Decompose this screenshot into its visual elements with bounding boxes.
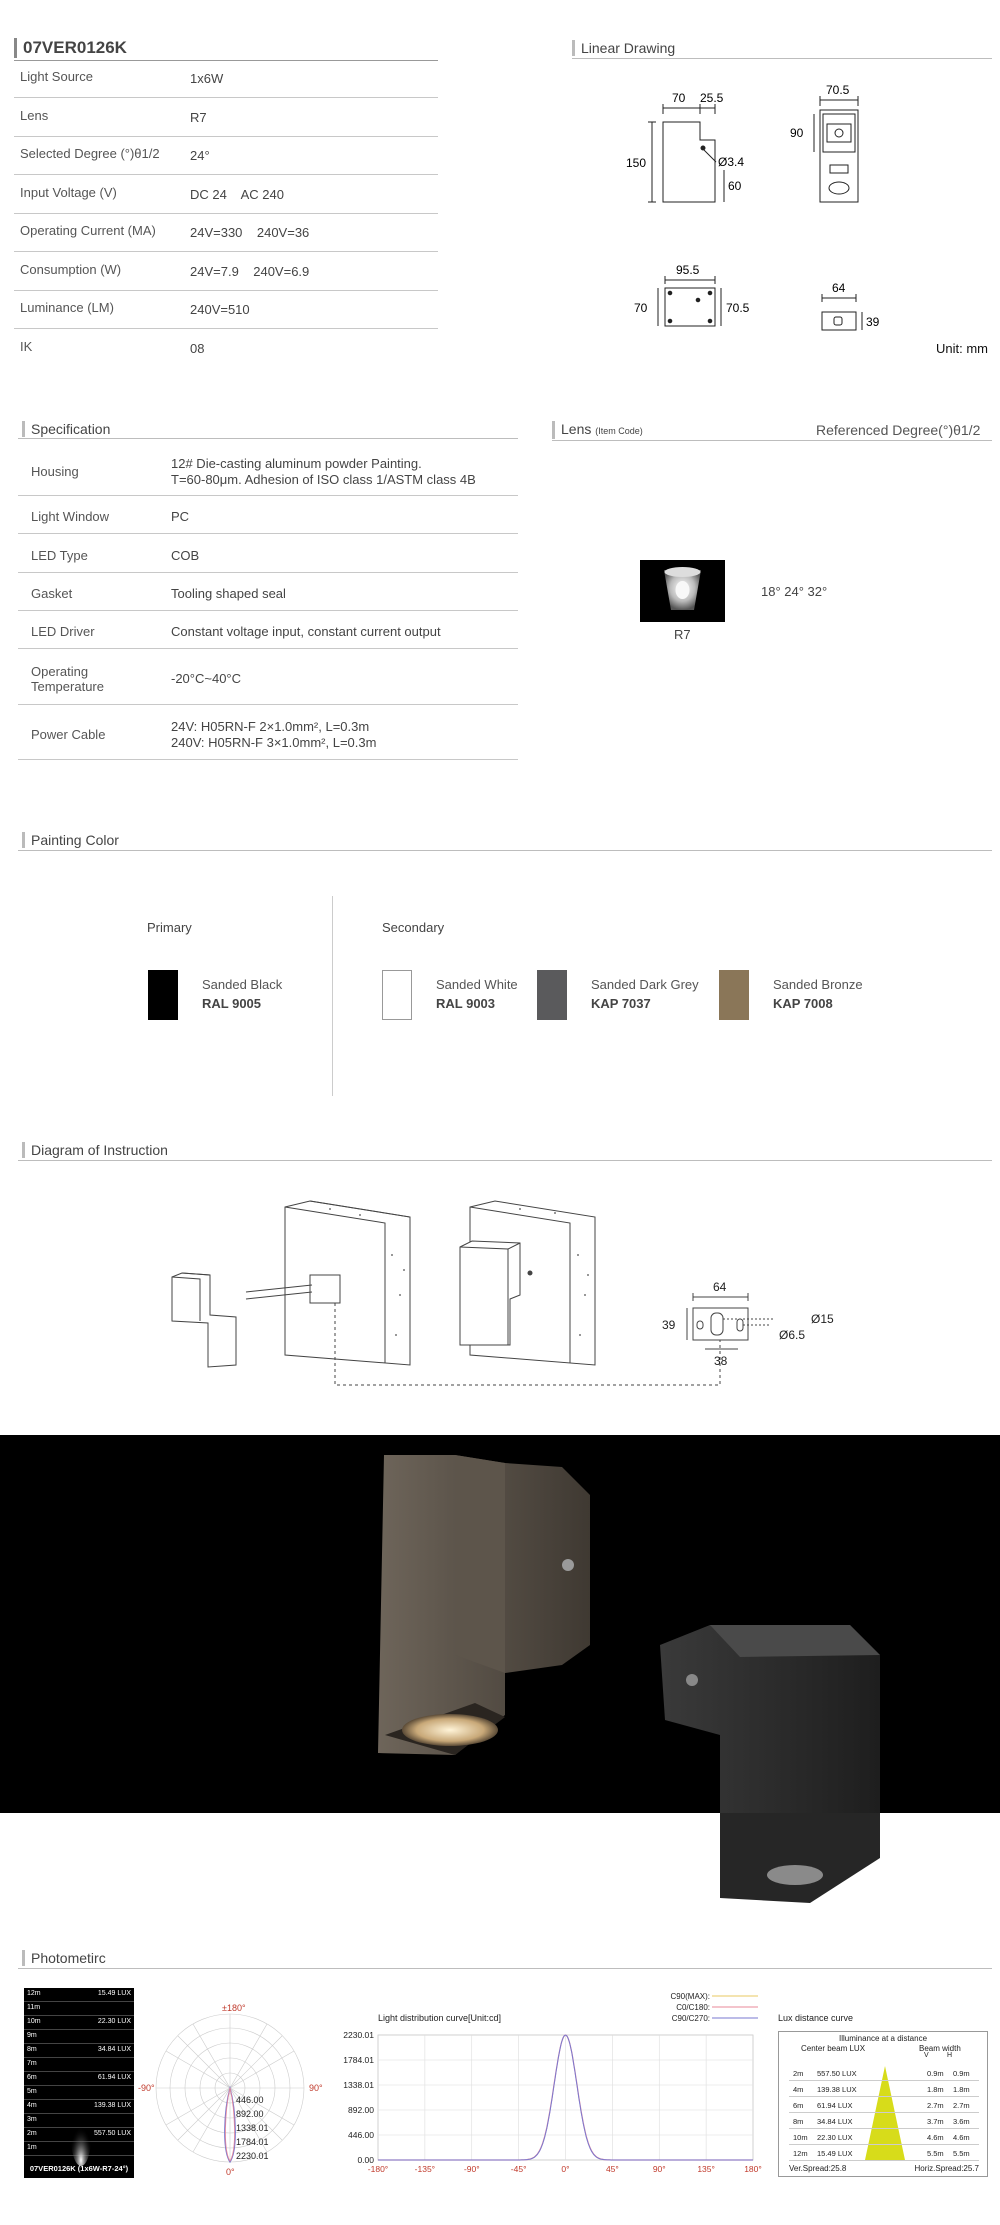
bracket-d1: Ø15 xyxy=(811,1312,834,1326)
basic-row-divider xyxy=(14,97,438,98)
spec-label: Light Window xyxy=(31,509,110,524)
product-code: 07VER0126K xyxy=(14,38,127,58)
basic-label: Operating Current (MA) xyxy=(20,223,156,238)
lens-title-small: (Item Code) xyxy=(595,426,643,436)
lux-distance-cell-h: 0.9m xyxy=(953,2069,970,2078)
spec-value: 24V: H05RN-F 2×1.0mm², L=0.3m xyxy=(171,718,370,734)
header-line xyxy=(14,60,438,61)
spec-label: Housing xyxy=(31,463,79,479)
lens-title xyxy=(552,421,643,439)
lux-distance-label: 9m xyxy=(27,2032,37,2039)
bracket-h: 39 xyxy=(662,1318,676,1332)
beam-glow-icon xyxy=(24,1988,134,2178)
polar-left-label: -90° xyxy=(138,2083,155,2093)
basic-value: 08 xyxy=(190,340,205,356)
primary-label: Primary xyxy=(147,920,192,935)
lux-value-label: 61.94 LUX xyxy=(97,2074,131,2081)
lux-distance-cell-d: 2m xyxy=(793,2069,804,2078)
lux-distance-table xyxy=(778,2031,988,2177)
lux-distance-cell-d: 8m xyxy=(793,2117,804,2126)
basic-value: 240V=510 xyxy=(190,302,250,317)
lux-distance-cell-v: 3.7m xyxy=(927,2117,944,2126)
bracket-d2: Ø6.5 xyxy=(779,1328,806,1342)
instruction-title: Diagram of Instruction xyxy=(22,1142,168,1158)
legend-0: C90(MAX): xyxy=(670,1992,710,2001)
painting-color-line xyxy=(18,850,992,851)
lens-title-text: Lens xyxy=(561,421,592,437)
swatch-sanded-black xyxy=(148,970,178,1020)
basic-value: 1x6W xyxy=(190,71,224,86)
distribution-grid xyxy=(378,2035,753,2160)
linear-drawing-line xyxy=(572,58,992,59)
spec-value: Constant voltage input, constant current output xyxy=(171,624,441,639)
lens-line xyxy=(552,440,992,441)
lux-beam-chart xyxy=(24,1988,134,2178)
lux-distance-title: Lux distance curve xyxy=(778,2013,854,2023)
lux-distance-row xyxy=(789,2082,979,2097)
spec-row-divider xyxy=(18,495,518,496)
spec-label xyxy=(31,664,104,694)
basic-label: Consumption (W) xyxy=(20,261,122,277)
polar-top-label: ±180° xyxy=(222,2003,246,2013)
painting-divider xyxy=(332,896,333,1096)
lux-col-v: V xyxy=(924,2052,929,2059)
spec-value: PC xyxy=(171,509,190,524)
spec-label: Gasket xyxy=(31,586,73,601)
lux-distance-cell-h: 2.7m xyxy=(953,2101,970,2110)
lux-chart-caption: 07VER0126K (1x6W-R7-24°) xyxy=(29,2164,129,2173)
spec-value-line2: 240V: H05RN-F 3×1.0mm², L=0.3m xyxy=(171,734,377,750)
lux-distance-cell-h: 1.8m xyxy=(953,2085,970,2094)
lux-distance-cell-lux: 61.94 LUX xyxy=(817,2101,853,2110)
lens-name: R7 xyxy=(674,627,691,642)
distribution-y-tick: 2230.01 xyxy=(343,2030,374,2040)
spec-label: Power Cable xyxy=(31,726,106,742)
bracket-detail-drawing xyxy=(687,1293,775,1349)
polar-value-1: 892.00 xyxy=(236,2109,264,2119)
polar-chart xyxy=(138,2000,328,2180)
polar-value-3: 1784.01 xyxy=(236,2137,269,2147)
lux-distance-cell-v: 0.9m xyxy=(927,2069,944,2078)
side-h2: 60 xyxy=(728,179,742,193)
basic-value: DC 24 AC 240 xyxy=(190,186,284,202)
lux-distance-label: 1m xyxy=(27,2144,37,2151)
lux-value-label: 15.49 LUX xyxy=(97,1990,131,1997)
distribution-x-tick: 135° xyxy=(697,2164,715,2174)
spec-row-divider xyxy=(18,759,518,760)
basic-row-divider xyxy=(14,251,438,252)
ver-spread: Ver.Spread:25.8 xyxy=(789,2164,847,2173)
distribution-x-tick: 45° xyxy=(605,2164,619,2174)
basic-row-divider xyxy=(14,290,438,291)
spec-row-divider xyxy=(18,572,518,573)
installation-step-2 xyxy=(460,1201,595,1365)
color-code-3: KAP 7008 xyxy=(773,996,833,1011)
lux-distance-cell-v: 4.6m xyxy=(927,2133,944,2142)
distribution-y-tick: 446.00 xyxy=(348,2130,374,2140)
polar-bottom-label: 0° xyxy=(226,2167,235,2177)
lux-col-h: H xyxy=(947,2052,953,2059)
lux-distance-cell-h: 5.5m xyxy=(953,2149,970,2158)
spec-label: LED Type xyxy=(31,547,88,563)
photometric-title: Photometirc xyxy=(22,1950,106,1966)
front-w: 70.5 xyxy=(826,83,850,97)
unit-label: Unit: mm xyxy=(936,341,988,356)
hor-spread: Horiz.Spread:25.7 xyxy=(914,2164,979,2173)
distribution-y-tick: 1784.01 xyxy=(343,2055,374,2065)
lux-value-label: 557.50 LUX xyxy=(94,2130,131,2137)
distribution-axis-labels xyxy=(343,2030,762,2174)
basic-label: Luminance (LM) xyxy=(20,300,114,315)
light-distribution-chart xyxy=(338,1985,768,2185)
basic-label: Input Voltage (V) xyxy=(20,184,117,200)
black-fixture-lower xyxy=(690,1813,890,1913)
lux-distance-row xyxy=(789,2066,979,2081)
legend-1: C0/C180: xyxy=(676,2003,710,2012)
lux-distance-label: 2m xyxy=(27,2130,37,2137)
front-h: 90 xyxy=(790,126,804,140)
spec-value: COB xyxy=(171,547,200,563)
lux-distance-cell-d: 6m xyxy=(793,2101,804,2110)
linear-drawing xyxy=(620,80,920,350)
distribution-y-tick: 1338.01 xyxy=(343,2080,374,2090)
spec-value: 12# Die-casting aluminum powder Painting. xyxy=(171,455,422,471)
color-code-1: RAL 9003 xyxy=(436,996,496,1011)
distribution-x-tick: 180° xyxy=(744,2164,762,2174)
photometric-line xyxy=(18,1968,992,1969)
color-name-0: Sanded Black xyxy=(202,977,283,992)
lux-value-label: 139.38 LUX xyxy=(94,2102,131,2109)
lux-distance-cell-d: 12m xyxy=(793,2149,808,2158)
specification-title: Specification xyxy=(22,421,110,437)
side-w2: 25.5 xyxy=(700,91,724,105)
lux-distance-label: 6m xyxy=(27,2074,37,2081)
lux-distance-cell-lux: 34.84 LUX xyxy=(817,2117,853,2126)
top-w: 95.5 xyxy=(676,263,700,277)
side-view-drawing xyxy=(648,104,724,202)
basic-label: Selected Degree (°)θ1/2 xyxy=(20,146,160,161)
lux-distance-cell-v: 2.7m xyxy=(927,2101,944,2110)
linear-drawing-title: Linear Drawing xyxy=(572,40,675,56)
front-view-drawing xyxy=(814,96,858,202)
distribution-x-tick: -180° xyxy=(367,2164,389,2174)
lux-distance-cell-h: 3.6m xyxy=(953,2117,970,2126)
lux-distance-row xyxy=(789,2146,979,2161)
distribution-x-tick: 90° xyxy=(652,2164,666,2174)
color-code-0: RAL 9005 xyxy=(202,996,262,1011)
basic-label: IK xyxy=(20,338,33,354)
spec-row-divider xyxy=(18,533,518,534)
lux-distance-label: 8m xyxy=(27,2046,37,2053)
swatch-sanded-dark-grey xyxy=(537,970,567,1020)
lux-distance-cell-v: 5.5m xyxy=(927,2149,944,2158)
basic-row-divider xyxy=(14,213,438,214)
distribution-x-tick: 0° xyxy=(561,2164,570,2174)
basic-label: Light Source xyxy=(20,69,93,84)
lux-value-label: 22.30 LUX xyxy=(97,2018,131,2025)
black-fixture-base-illustration xyxy=(690,1813,890,1913)
lux-distance-label: 11m xyxy=(27,2004,41,2011)
lux-distance-cell-lux: 22.30 LUX xyxy=(817,2133,853,2142)
lux-distance-label: 3m xyxy=(27,2116,37,2123)
product-photo xyxy=(0,1435,1000,1813)
lux-distance-cell-v: 1.8m xyxy=(927,2085,944,2094)
lens-r7-icon xyxy=(640,560,725,622)
lux-col2: Beam width xyxy=(919,2044,961,2053)
side-w1: 70 xyxy=(672,91,686,105)
polar-value-4: 2230.01 xyxy=(236,2151,269,2161)
bottom-w: 64 xyxy=(832,281,846,295)
basic-row-divider xyxy=(14,328,438,329)
color-name-1: Sanded White xyxy=(436,977,518,992)
top-h2: 70.5 xyxy=(726,301,750,315)
spec-value: -20°C~40°C xyxy=(171,671,242,686)
lux-value-label: 34.84 LUX xyxy=(97,2046,131,2053)
basic-row-divider xyxy=(14,174,438,175)
top-view-drawing xyxy=(658,276,721,326)
swatch-sanded-bronze xyxy=(719,970,749,1020)
distribution-x-tick: -135° xyxy=(414,2164,436,2174)
lux-distance-label: 4m xyxy=(27,2102,37,2109)
swatch-sanded-white xyxy=(382,970,412,1020)
instruction-diagram xyxy=(160,1195,860,1395)
lux-distance-cell-lux: 139.38 LUX xyxy=(817,2085,857,2094)
spec-label-line1: Operating xyxy=(31,664,89,679)
lens-image xyxy=(640,560,725,622)
lux-distance-cell-h: 4.6m xyxy=(953,2133,970,2142)
lux-distance-cell-d: 4m xyxy=(793,2085,804,2094)
distribution-y-tick: 892.00 xyxy=(348,2105,374,2115)
instruction-line xyxy=(18,1160,992,1161)
lux-distance-label: 12m xyxy=(27,1990,41,1997)
distribution-x-tick: -45° xyxy=(510,2164,527,2174)
distribution-x-tick: -90° xyxy=(463,2164,480,2174)
bottom-h: 39 xyxy=(866,315,880,329)
polar-value-2: 1338.01 xyxy=(236,2123,269,2133)
lux-table-title: Illuminance at a distance xyxy=(838,2034,928,2043)
polar-right-label: 90° xyxy=(309,2083,323,2093)
basic-value: R7 xyxy=(190,109,207,125)
lens-degrees: 18° 24° 32° xyxy=(761,584,828,599)
spec-label: LED Driver xyxy=(31,624,95,639)
lux-distance-cell-d: 10m xyxy=(793,2133,808,2142)
side-h: 150 xyxy=(626,156,647,170)
bracket-w: 64 xyxy=(713,1280,727,1294)
spec-value: Tooling shaped seal xyxy=(171,586,286,601)
referenced-degree-title: Referenced Degree(°)θ1/2 xyxy=(816,422,981,438)
color-code-2: KAP 7037 xyxy=(591,996,651,1011)
secondary-label: Secondary xyxy=(382,920,445,935)
lux-distance-label: 7m xyxy=(27,2060,37,2067)
bracket-spacing: 38 xyxy=(714,1354,728,1368)
basic-value: 24V=7.9 240V=6.9 xyxy=(190,263,310,279)
distribution-y-tick: 0.00 xyxy=(357,2155,374,2165)
basic-value: 24V=330 240V=36 xyxy=(190,225,310,240)
side-hole: Ø3.4 xyxy=(718,155,745,169)
top-h: 70 xyxy=(634,301,648,315)
spec-label-line2: Temperature xyxy=(31,679,104,694)
lux-distance-label: 5m xyxy=(27,2088,37,2095)
distribution-title: Light distribution curve[Unit:cd] xyxy=(378,2013,502,2023)
painting-color-title: Painting Color xyxy=(22,832,119,848)
legend-2: C90/C270: xyxy=(671,2014,710,2023)
spec-row-divider xyxy=(18,610,518,611)
basic-value: 24° xyxy=(190,148,210,163)
lux-distance-cell-lux: 557.50 LUX xyxy=(817,2069,857,2078)
installation-step-1 xyxy=(172,1201,410,1367)
color-name-3: Sanded Bronze xyxy=(773,977,863,992)
lux-distance-row xyxy=(789,2130,979,2145)
bottom-view-drawing xyxy=(822,294,862,330)
lux-distance-row xyxy=(789,2114,979,2129)
color-name-2: Sanded Dark Grey xyxy=(591,977,699,992)
basic-row-divider xyxy=(14,136,438,137)
lux-distance-cell-lux: 15.49 LUX xyxy=(817,2149,853,2158)
spec-row-divider xyxy=(18,704,518,705)
spec-row-divider xyxy=(18,648,518,649)
basic-label: Lens xyxy=(20,107,49,123)
lux-distance-label: 10m xyxy=(27,2018,41,2025)
lux-col1: Center beam LUX xyxy=(801,2044,866,2053)
polar-value-0: 446.00 xyxy=(236,2095,264,2105)
spec-value-line2: T=60-80μm. Adhesion of ISO class 1/ASTM class 4B xyxy=(171,471,476,487)
specification-line xyxy=(18,438,518,439)
lux-distance-row xyxy=(789,2098,979,2113)
